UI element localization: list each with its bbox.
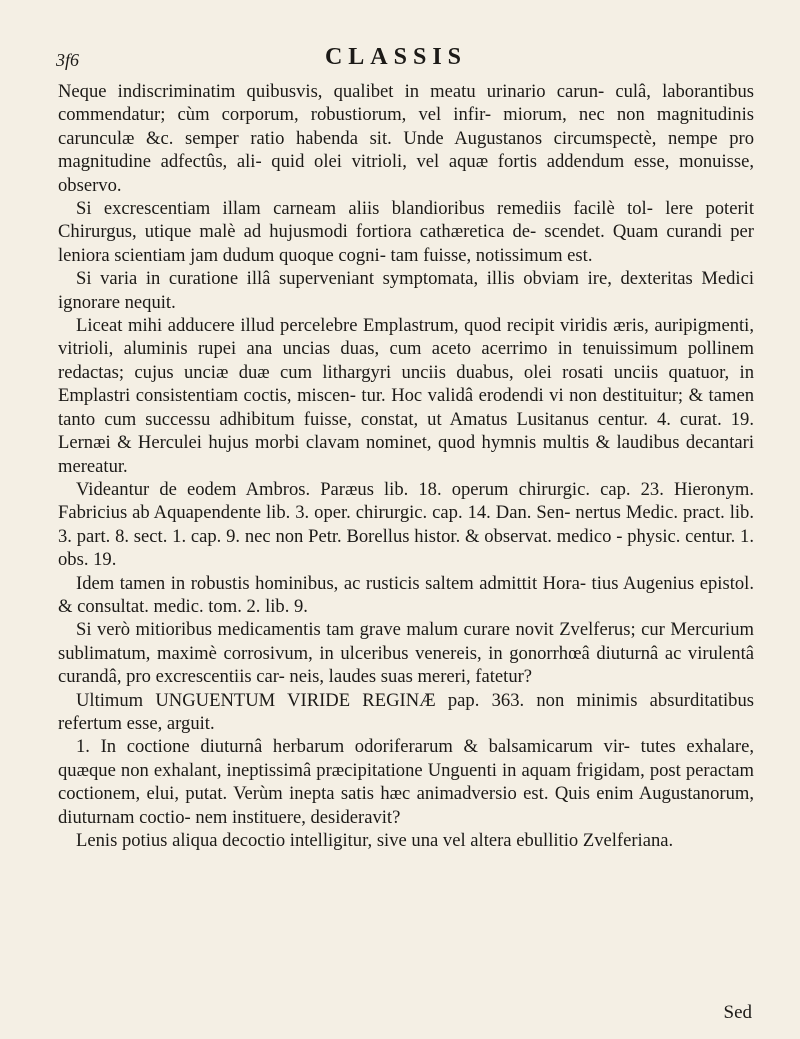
paragraph: Liceat mihi adducere illud percelebre Emplastrum, quod recipit viridis æris, auripigmenti, vitrioli, aluminis rupei ana uncias duas, cum aceto acerrimo in tenuissimum pollinem redactas; cujus unciæ duæ cum lithargyri unciis duabus, olei rosati unciis quatuor, in Emplastri consistentiam coctis, miscen- tur. Hoc validâ erodendi vi non destituitur; & tamen tanto cum successu adhibitum fuisse, constat, ut Amatus Lusitanus centur. 4. curat. 19. Lernæi & Herculei hujus morbi clavam nominet, quod hymnis multis & laudibus decantari mereatur. (58, 315, 754, 477)
paragraph: Ultimum UNGUENTUM VIRIDE REGINÆ pap. 363. non minimis absurditatibus refertum esse, arguit. (58, 689, 754, 734)
paragraph: Neque indiscriminatim quibusvis, qualibet in meatu urinario carun- culâ, laborantibus commendatur; cùm corporum, robustiorum, vel infir- miorum, nec non magnitudinis carunculæ &c. semper ratio habenda sit. Unde Augustanos circumspectè, nempe pro magnitudine adfectûs, ali- quid olei vitrioli, vel aquæ fortis addendum esse, monuisse, observo. (58, 81, 754, 196)
running-head: CLASSIS (324, 44, 468, 70)
paragraph: 1. In coctione diuturnâ herbarum odoriferarum & balsamicarum vir- tutes exhalare, quæque non exhalant, ineptissimâ præcipitatione Unguenti in aquam frigidam, post peractam coctionem, elui, putat. Verùm inepta satis hæc animadversio est. Quis enim Augustanorum, diuturnam coctio- nem instituere, desideravit? (58, 736, 754, 828)
paragraph: Si varia in curatione illâ superveniant symptomata, illis obviam ire, dexteritas Medici ignorare nequit. (58, 268, 754, 313)
paragraph: Si verò mitioribus medicamentis tam grave malum curare novit Zvelferus; cur Mercurium sublimatum, maximè corrosivum, in ulceribus venereis, in gonorrhœâ diuturnâ ac virulentâ curandâ, pro excrescentiis car- neis, laudes suas mereri, fatetur? (58, 619, 754, 688)
paragraph: Lenis potius aliqua decoctio intelligitur, sive una vel altera ebullitio Zvelferiana. (76, 830, 674, 851)
paragraph: Idem tamen in robustis hominibus, ac rusticis saltem admittit Hora- tius Augenius epistol. & consultat. medic. tom. 2. lib. 9. (58, 572, 754, 617)
paragraph: Si excrescentiam illam carneam aliis blandioribus remediis facilè tol- lere poterit Chirurgus, utique malè ad hujusmodi fortiora cathæretica de- scendet. Quam curandi per leniora scientiam jam dudum quoque cogni- tam fuisse, notissimum est. (58, 198, 754, 266)
text-body (58, 80, 754, 852)
page-header (56, 42, 736, 78)
catchword: Sed (723, 1002, 752, 1023)
page-number: 3f6 (56, 50, 80, 70)
paragraph: Videantur de eodem Ambros. Paræus lib. 18. operum chirurgic. cap. 23. Hieronym. Fabricius ab Aquapendente lib. 3. oper. chirurgic. cap. 14. Dan. Sen- nertus Medic. pract. lib. 3. part. 8. sect. 1. cap. 9. nec non Petr. Borellus histor. & observat. medico - physic. centur. 1. obs. 19. (58, 478, 754, 571)
